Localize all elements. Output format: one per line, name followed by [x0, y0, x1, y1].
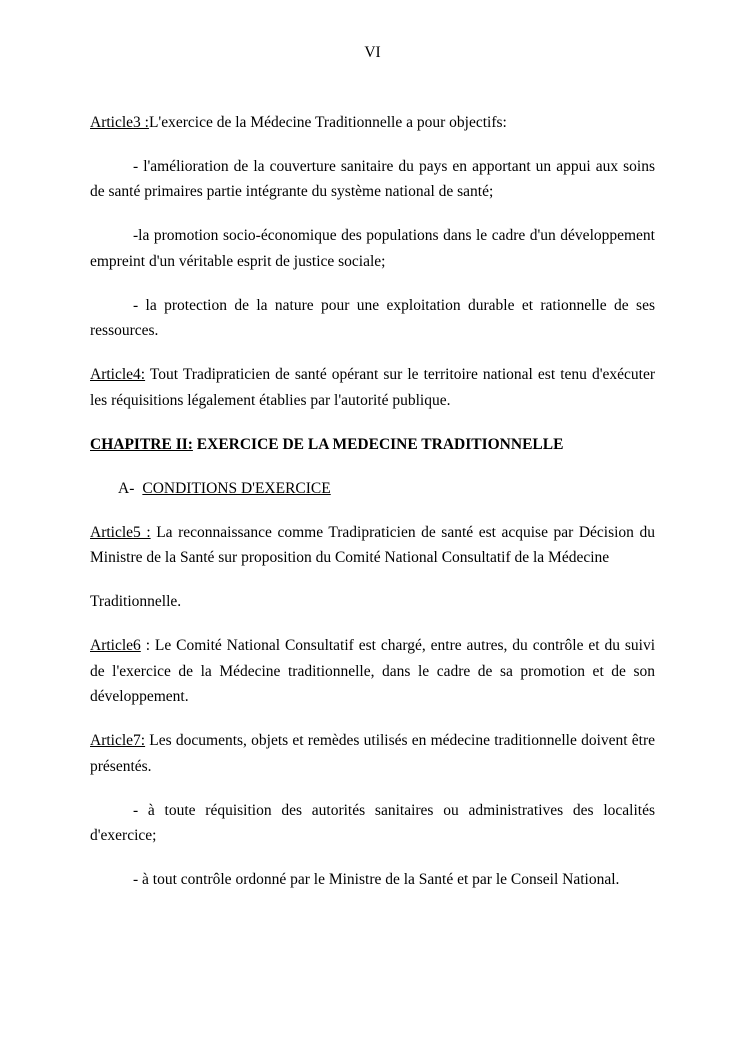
article6-paragraph — [90, 633, 655, 710]
article5-paragraph — [90, 520, 655, 571]
article5-body: La reconnaissance comme Tradipraticien de santé est acquise par Décision du Ministre de la Santé sur proposition du Comité National Consultatif de la Médecine — [90, 523, 655, 566]
objective3-paragraph: - la protection de la nature pour une exploitation durable et rationnelle de ses ressources. — [90, 296, 655, 339]
article3-body: L'exercice de la Médecine Traditionnelle a pour objectifs: — [148, 113, 507, 131]
sectionA-title: CONDITIONS D'EXERCICE — [142, 479, 331, 497]
sectionA-prefix: A- — [118, 479, 135, 497]
article7-label: Article7: — [90, 732, 146, 749]
article5-continuation-paragraph: Traditionnelle. — [90, 593, 182, 610]
requirement1-paragraph: - à toute réquisition des autorités sanitaires ou administratives des localités d'exercice; — [90, 801, 655, 844]
article3-label: Article3 : — [90, 113, 149, 131]
article6-label: Article6 — [90, 637, 141, 654]
chapter2-title: EXERCICE DE LA MEDECINE TRADITIONNELLE — [192, 435, 564, 453]
article4-body: Tout Tradipraticien de santé opérant sur le territoire national est tenu d'exécuter les réquisitions légalement établies par l'autorité publique. — [90, 366, 655, 409]
objective2-paragraph: -la promotion socio-économique des populations dans le cadre d'un développement empreint d'un véritable esprit de justice sociale; — [90, 227, 655, 270]
requirement2-paragraph: - à tout contrôle ordonné par le Ministre de la Santé et par le Conseil National. — [133, 871, 620, 888]
article4-label: Article4: — [90, 366, 146, 383]
article7-body: Les documents, objets et remèdes utilisés en médecine traditionnelle doivent être présentés. — [90, 732, 655, 775]
article4-paragraph — [90, 362, 655, 413]
chapter2-heading — [90, 432, 655, 458]
article7-paragraph — [90, 728, 655, 779]
page-number: VI — [364, 44, 381, 61]
article6-body: : Le Comité National Consultatif est chargé, entre autres, du contrôle et du suivi de l'exercice de la Médecine traditionnelle, dans le cadre de sa promotion et de son développement. — [90, 637, 655, 705]
objective1-paragraph: - l'amélioration de la couverture sanitaire du pays en apportant un appui aux soins de santé primaires partie intégrante du système national de santé; — [90, 157, 655, 200]
article3-paragraph — [90, 110, 655, 136]
article5-label: Article5 : — [90, 523, 151, 541]
sectionA-heading — [118, 476, 655, 502]
chapter2-label: CHAPITRE II: — [90, 435, 193, 453]
